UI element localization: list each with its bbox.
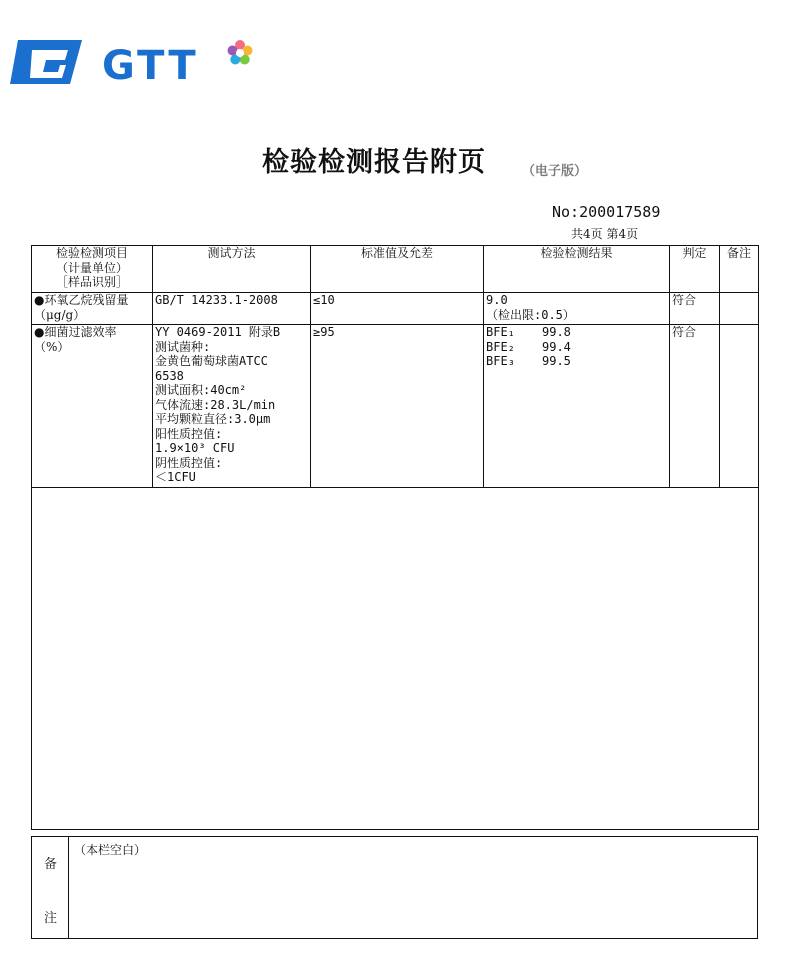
blank-area — [32, 488, 759, 830]
result-cell: 9.0 （检出限:0.5） — [484, 293, 670, 325]
remarks-label: 备 注 — [32, 837, 69, 939]
standard-cell: ≤10 — [311, 293, 484, 325]
judgement-cell: 符合 — [670, 325, 720, 488]
bfe-line: BFE₂ 99.4 — [486, 339, 571, 354]
bfe-line: BFE₁ 99.8 — [486, 325, 571, 339]
remark-cell — [720, 293, 759, 325]
logo-flower-icon — [228, 40, 253, 65]
logo-text: GTT — [102, 43, 199, 88]
item-cell: ●环氧乙烷残留量 （μg/g） — [32, 293, 153, 325]
header-result: 检验检测结果 — [484, 246, 670, 293]
header-judgement: 判定 — [670, 246, 720, 293]
logo-mark-icon — [10, 40, 82, 84]
remarks-box — [31, 836, 758, 939]
item-cell: ●细菌过滤效率 （%） — [32, 325, 153, 488]
header-item: 检验检测项目 （计量单位） ［样品识别］ — [32, 246, 153, 293]
remark-cell — [720, 325, 759, 488]
result-cell — [484, 325, 670, 488]
gtt-logo — [10, 38, 260, 88]
method-cell: GB/T 14233.1-2008 — [153, 293, 311, 325]
bfe-line: BFE₃ 99.5 — [486, 354, 571, 368]
judgement-cell: 符合 — [670, 293, 720, 325]
page-info: 共4页 第4页 — [571, 227, 639, 241]
remarks-content: （本栏空白） — [69, 837, 758, 939]
method-cell: YY 0469-2011 附录B 测试菌种: 金黄色葡萄球菌ATCC 6538 测试面积:40cm² 气体流速:28.3L/min 平均颗粒直径:3.0μm 阳性质控值: 1.9×10³ CFU 阴性质控值: ＜1CFU — [153, 325, 311, 488]
header-standard: 标准值及允差 — [311, 246, 484, 293]
subtitle: （电子版） — [522, 164, 588, 179]
report-number: No:200017589 — [552, 203, 661, 221]
standard-cell: ≥95 — [311, 325, 484, 488]
header-remark: 备注 — [720, 246, 759, 293]
table-header-row — [32, 246, 759, 293]
page-title: 检验检测报告附页 — [262, 147, 486, 178]
table-row — [32, 293, 759, 325]
results-table — [31, 245, 759, 830]
table-row — [32, 325, 759, 488]
header-method: 测试方法 — [153, 246, 311, 293]
